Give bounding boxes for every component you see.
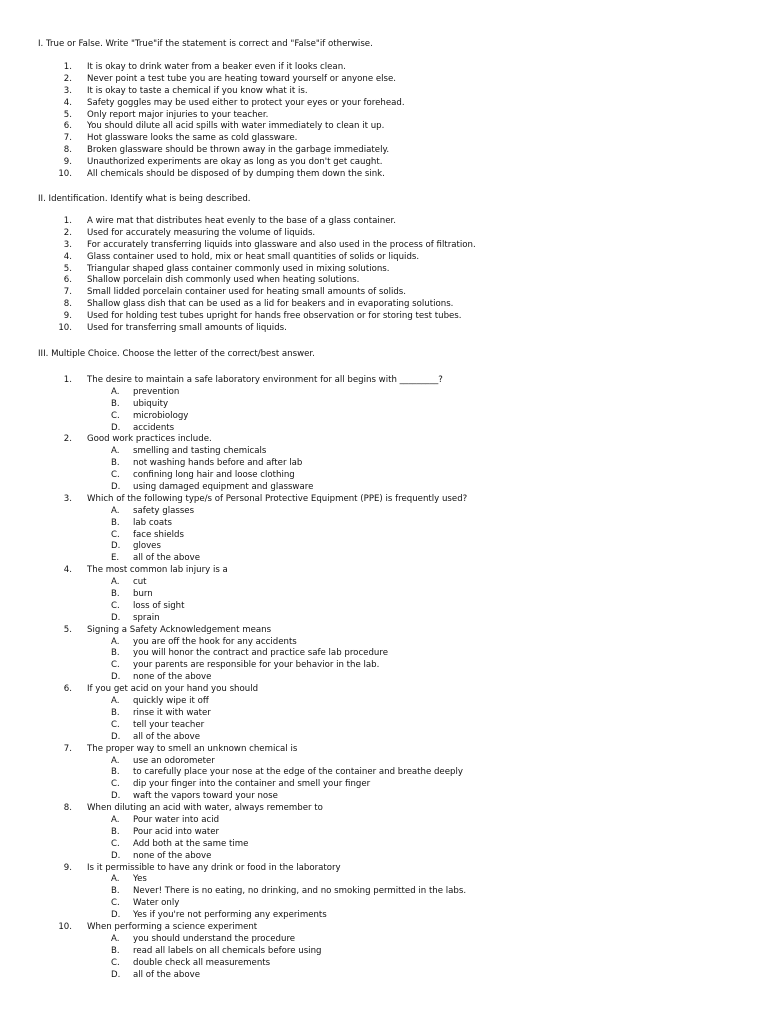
item-number: 4. [63, 97, 72, 108]
list-item [0, 145, 768, 157]
item-number: 10. [58, 169, 72, 180]
option-text: tell your teacher [133, 719, 205, 730]
answer-option [0, 423, 768, 435]
list-item [0, 311, 768, 323]
item-text: A wire mat that distributes heat evenly to the base of a glass container. [87, 216, 396, 226]
option-letter: C. [111, 529, 120, 540]
question-item [0, 684, 768, 696]
item-number: 4. [63, 251, 72, 262]
option-text: gloves [133, 541, 161, 552]
option-text: all of the above [133, 731, 200, 742]
answer-option [0, 767, 768, 779]
answer-option [0, 589, 768, 601]
option-letter: A. [111, 696, 120, 707]
item-number: 8. [63, 299, 72, 310]
list-item [0, 287, 768, 299]
item-text: Triangular shaped glass container commonly used in mixing solutions. [87, 263, 390, 274]
item-text: For accurately transferring liquids into glassware and also used in the process of filtration. [87, 239, 476, 250]
list-item [0, 157, 768, 169]
option-text: waft the vapors toward your nose [133, 791, 278, 802]
option-text: you will honor the contract and practice safe lab procedure [133, 648, 388, 659]
question-item [0, 863, 768, 875]
option-text: use an odorometer [133, 755, 215, 766]
answer-option [0, 399, 768, 411]
answer-option [0, 577, 768, 589]
list-item [0, 74, 768, 86]
answer-option [0, 958, 768, 970]
answer-option [0, 815, 768, 827]
option-text: you should understand the procedure [133, 933, 296, 944]
section-3-heading: III. Multiple Choice. Choose the letter of the correct/best answer. [38, 349, 315, 359]
answer-option [0, 541, 768, 553]
option-text: Add both at the same time [133, 838, 249, 849]
item-text: Glass container used to hold, mix or heat small quantities of solids or liquids. [87, 251, 420, 262]
question-item [0, 494, 768, 506]
question-number: 1. [63, 375, 72, 385]
answer-option [0, 827, 768, 839]
item-text: You should dilute all acid spills with water immediately to clean it up. [87, 121, 385, 132]
answer-option [0, 886, 768, 898]
option-letter: D. [111, 791, 121, 802]
question-number: 9. [63, 862, 72, 873]
option-text: all of the above [133, 553, 200, 564]
list-item [0, 110, 768, 122]
item-text: Never point a test tube you are heating toward yourself or anyone else. [87, 73, 397, 84]
option-letter: A. [111, 505, 120, 516]
answer-option [0, 934, 768, 946]
item-text: Used for accurately measuring the volume of liquids. [87, 227, 316, 238]
question-text: The desire to maintain a safe laboratory environment for all begins with _________? [87, 375, 443, 385]
item-number: 2. [63, 227, 72, 238]
question-text: Signing a Safety Acknowledgement means [87, 624, 272, 635]
option-letter: B. [111, 589, 120, 600]
answer-option [0, 672, 768, 684]
question-item [0, 434, 768, 446]
option-letter: D. [111, 969, 121, 980]
answer-option [0, 851, 768, 863]
list-item [0, 228, 768, 240]
option-letter: C. [111, 779, 120, 790]
answer-option [0, 696, 768, 708]
question-item [0, 625, 768, 637]
answer-option [0, 518, 768, 530]
option-text: Yes [133, 874, 147, 885]
option-text: lab coats [133, 517, 172, 528]
question-number: 5. [63, 624, 72, 635]
option-letter: C. [111, 470, 120, 481]
option-letter: D. [111, 541, 121, 552]
list-item [0, 62, 768, 74]
item-number: 7. [63, 287, 72, 298]
option-letter: A. [111, 814, 120, 825]
question-text: If you get acid on your hand you should [87, 684, 259, 695]
list-item [0, 275, 768, 287]
option-letter: A. [111, 636, 120, 647]
question-item [0, 375, 768, 387]
question-item [0, 922, 768, 934]
option-letter: C. [111, 719, 120, 730]
option-letter: B. [111, 826, 120, 837]
answer-option [0, 411, 768, 423]
answer-option [0, 613, 768, 625]
answer-option [0, 970, 768, 982]
item-number: 6. [63, 121, 72, 132]
option-letter: C. [111, 660, 120, 671]
question-text: The proper way to smell an unknown chemical is [87, 743, 298, 754]
list-item [0, 264, 768, 276]
item-number: 1. [63, 62, 72, 72]
answer-option [0, 779, 768, 791]
option-text: burn [133, 589, 153, 600]
multiple-choice-list [0, 375, 768, 981]
question-text: The most common lab injury is a [87, 565, 228, 576]
option-text: Water only [133, 898, 180, 909]
option-text: none of the above [133, 850, 212, 861]
option-text: not washing hands before and after lab [133, 458, 303, 469]
option-letter: A. [111, 933, 120, 944]
question-number: 8. [63, 803, 72, 814]
question-number: 10. [58, 921, 72, 932]
item-number: 2. [63, 73, 72, 84]
option-letter: C. [111, 410, 120, 421]
item-text: Used for holding test tubes upright for hands free observation or for storing test tubes. [87, 311, 462, 322]
item-text: All chemicals should be disposed of by dumping them down the sink. [87, 169, 385, 180]
item-text: Unauthorized experiments are okay as long as you don't get caught. [87, 157, 383, 168]
question-text: When diluting an acid with water, always remember to [87, 803, 323, 814]
question-number: 2. [63, 434, 72, 445]
option-letter: B. [111, 458, 120, 469]
list-item [0, 121, 768, 133]
question-number: 6. [63, 684, 72, 695]
item-number: 8. [63, 145, 72, 156]
option-text: all of the above [133, 969, 200, 980]
identification-list [0, 216, 768, 335]
option-letter: D. [111, 672, 121, 683]
option-letter: B. [111, 648, 120, 659]
item-number: 9. [63, 311, 72, 322]
answer-option [0, 530, 768, 542]
item-number: 6. [63, 275, 72, 286]
option-text: Yes if you're not performing any experiments [133, 910, 327, 921]
answer-option [0, 732, 768, 744]
list-item [0, 240, 768, 252]
answer-option [0, 946, 768, 958]
list-item [0, 86, 768, 98]
list-item [0, 299, 768, 311]
option-letter: A. [111, 874, 120, 885]
list-item [0, 169, 768, 181]
item-text: Used for transferring small amounts of liquids. [87, 323, 287, 334]
answer-option [0, 553, 768, 565]
item-number: 1. [63, 216, 72, 226]
answer-option [0, 446, 768, 458]
list-item [0, 252, 768, 264]
option-letter: D. [111, 731, 121, 742]
answer-option [0, 506, 768, 518]
answer-option [0, 648, 768, 660]
item-text: Small lidded porcelain container used for heating small amounts of solids. [87, 287, 407, 298]
option-letter: D. [111, 850, 121, 861]
item-number: 3. [63, 85, 72, 96]
answer-option [0, 660, 768, 672]
option-letter: A. [111, 446, 120, 457]
question-item [0, 803, 768, 815]
option-letter: A. [111, 577, 120, 588]
item-number: 3. [63, 239, 72, 250]
option-text: ubiquity [133, 398, 169, 409]
answer-option [0, 839, 768, 851]
option-letter: B. [111, 398, 120, 409]
option-text: sprain [133, 612, 160, 623]
option-letter: D. [111, 612, 121, 623]
answer-option [0, 720, 768, 732]
option-text: face shields [133, 529, 184, 540]
item-text: Shallow glass dish that can be used as a lid for beakers and in evaporating solutions. [87, 299, 454, 310]
option-text: accidents [133, 422, 175, 433]
section-1-heading: I. True or False. Write "True"if the statement is correct and "False"if otherwise. [38, 39, 373, 49]
option-text: dip your finger into the container and smell your finger [133, 779, 371, 790]
option-text: your parents are responsible for your behavior in the lab. [133, 660, 380, 671]
option-text: read all labels on all chemicals before using [133, 945, 322, 956]
question-text: Which of the following type/s of Personal Protective Equipment (PPE) is frequently used? [87, 493, 468, 504]
list-item [0, 323, 768, 335]
item-text: Broken glassware should be thrown away in the garbage immediately. [87, 145, 390, 156]
option-text: smelling and tasting chemicals [133, 446, 267, 457]
answer-option [0, 898, 768, 910]
item-text: Hot glassware looks the same as cold glassware. [87, 133, 298, 144]
option-text: double check all measurements [133, 957, 271, 968]
answer-option [0, 601, 768, 613]
option-text: rinse it with water [133, 707, 211, 718]
option-text: cut [133, 577, 147, 588]
list-item [0, 98, 768, 110]
question-text: When performing a science experiment [87, 921, 258, 932]
list-item [0, 216, 768, 228]
item-text: It is okay to drink water from a beaker even if it looks clean. [87, 62, 346, 72]
option-letter: D. [111, 910, 121, 921]
answer-option [0, 791, 768, 803]
item-number: 5. [63, 109, 72, 120]
option-letter: C. [111, 600, 120, 611]
true-false-list [0, 62, 768, 181]
item-number: 7. [63, 133, 72, 144]
option-letter: D. [111, 482, 121, 493]
option-text: none of the above [133, 672, 212, 683]
option-letter: B. [111, 886, 120, 897]
option-letter: B. [111, 517, 120, 528]
option-letter: B. [111, 707, 120, 718]
question-text: Good work practices include. [87, 434, 212, 445]
section-2-heading: II. Identification. Identify what is being described. [38, 194, 251, 204]
option-letter: B. [111, 945, 120, 956]
option-letter: A. [111, 755, 120, 766]
item-text: Safety goggles may be used either to protect your eyes or your forehead. [87, 97, 405, 108]
option-letter: A. [111, 386, 120, 397]
answer-option [0, 756, 768, 768]
item-number: 10. [58, 323, 72, 334]
option-text: you are off the hook for any accidents [133, 636, 297, 647]
option-text: quickly wipe it off [133, 696, 209, 707]
answer-option [0, 637, 768, 649]
question-item [0, 565, 768, 577]
option-text: confining long hair and loose clothing [133, 470, 295, 481]
option-text: safety glasses [133, 505, 195, 516]
item-text: Only report major injuries to your teacher. [87, 109, 269, 120]
option-text: to carefully place your nose at the edge of the container and breathe deeply [133, 767, 463, 778]
option-letter: B. [111, 767, 120, 778]
question-number: 7. [63, 743, 72, 754]
item-number: 9. [63, 157, 72, 168]
answer-option [0, 482, 768, 494]
item-text: Shallow porcelain dish commonly used when heating solutions. [87, 275, 360, 286]
question-item [0, 744, 768, 756]
answer-option [0, 708, 768, 720]
option-text: loss of sight [133, 600, 185, 611]
answer-option [0, 387, 768, 399]
answer-option [0, 458, 768, 470]
option-letter: D. [111, 422, 121, 433]
option-letter: C. [111, 838, 120, 849]
item-number: 5. [63, 263, 72, 274]
option-text: Never! There is no eating, no drinking, and no smoking permitted in the labs. [133, 886, 467, 897]
list-item [0, 133, 768, 145]
option-letter: C. [111, 957, 120, 968]
answer-option [0, 470, 768, 482]
option-text: prevention [133, 386, 180, 397]
option-text: microbiology [133, 410, 189, 421]
option-letter: E. [111, 553, 120, 564]
option-text: using damaged equipment and glassware [133, 482, 314, 493]
question-number: 3. [63, 493, 72, 504]
question-text: Is it permissible to have any drink or food in the laboratory [87, 862, 341, 873]
answer-option [0, 874, 768, 886]
option-letter: C. [111, 898, 120, 909]
item-text: It is okay to taste a chemical if you know what it is. [87, 85, 308, 96]
option-text: Pour acid into water [133, 826, 220, 837]
question-number: 4. [63, 565, 72, 576]
option-text: Pour water into acid [133, 814, 220, 825]
answer-option [0, 910, 768, 922]
